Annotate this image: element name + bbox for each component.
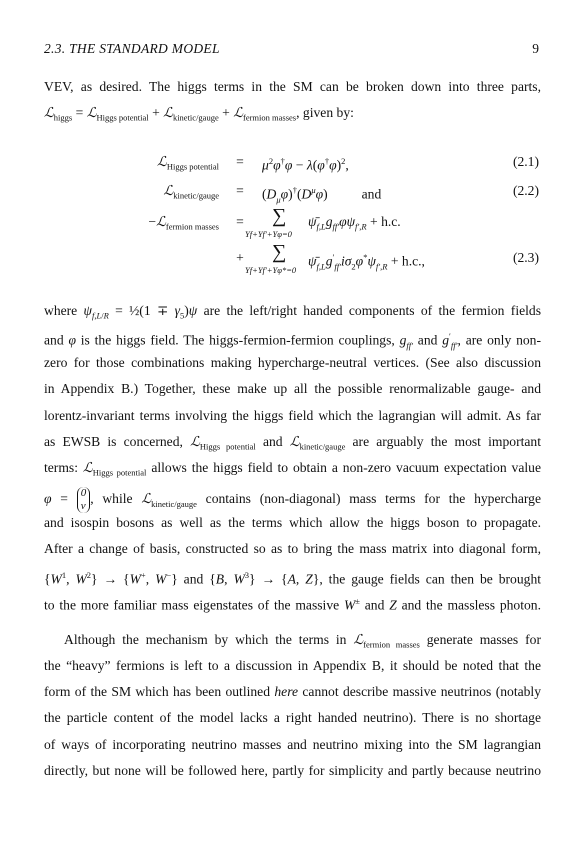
text-line: form of the SM which has been outlined here cannot describe massive neutrinos (notably — [44, 684, 541, 699]
equation-relation: = — [236, 214, 244, 229]
text-line: φ = 0 v , while ℒ$_{kinetic/gauge}$ contains (non-diagonal) mass terms for the hypercharge — [44, 487, 541, 512]
text-line: where $\psi_{f,L/R}$ = ½(1 ∓ $\gamma_5)\psi$ are the left/right handed components of the fermion fields — [44, 303, 541, 321]
equation-rhs: $\mu^2\varphi^\dagger\varphi - \lambda(\varphi^\dagger\varphi)^2$, — [262, 156, 349, 173]
summation-symbol: ∑ — [272, 205, 287, 227]
text-line: ℒ$_{higgs}$ = ℒ$_{Higgs potential}$ + ℒ$_{kinetic/gauge}$ + ℒ$_{fermion masses}$, given by: — [44, 105, 354, 123]
vev-vector: 0 v — [77, 487, 91, 513]
equation-number: (2.2) — [512, 183, 539, 198]
equation-rhs: $\psī_{f,L}g_{ff'}\varphi\psi_{f',R} + h.c$. — [308, 214, 401, 232]
text-line: the “heavy” fermions is left to a discussion in Appendix B, it should be noted that the — [44, 658, 541, 673]
equation-relation: = — [236, 183, 244, 198]
text-line: lorentz-invariant terms involving the higgs field which the lagrangian will admit. As far — [44, 408, 541, 423]
text-line: as EWSB is concerned, ℒ$_{Higgs potential}$ and ℒ$_{kinetic/gauge}$ are arguably the most important — [44, 434, 541, 452]
equation-relation: = — [236, 154, 244, 169]
text-line: zero for those combinations making hypercharge-neutral vertices. (See also discussion — [44, 355, 541, 370]
running-header: 2.3. THE STANDARD MODEL — [44, 41, 220, 56]
text-line: {$W^1$, $W^2\} \to \{W^+$, W−} and {B, $W^3\} \to \{A$, Z}, the gauge fields can then be brought — [44, 570, 542, 587]
text-line: terms: ℒ$_{Higgs potential}$ allows the higgs field to obtain a non-zero vacuum expectation value — [44, 460, 541, 478]
text-line: in Appendix B.) Together, these make up all the possible renormalizable gauge- and — [44, 381, 541, 396]
summation-subscript: Yf+Yf′+Yφ=0 — [245, 229, 292, 239]
text-line: and φ is the higgs field. The higgs-fermion-fermion couplings, $g_{ff'}$ and $g'_{ff'}$, are only non- — [44, 331, 541, 351]
equation-lhs: −ℒ$_{fermion masses}$ — [148, 214, 219, 232]
text-line: After a change of basis, constructed so as to bring the mass matrix into diagonal form, — [44, 541, 541, 556]
summation-subscript: Yf+Yf′+Yφ*=0 — [245, 265, 297, 275]
equation-relation: + — [236, 250, 244, 265]
text-line: of ways of incorporating neutrino masses and neutrino mixing into the SM lagrangian — [44, 737, 541, 752]
equation-lhs: ℒ$_{kinetic/gauge}$ — [163, 183, 219, 201]
text-line: and isospin bosons as well as the terms which allow the higgs boson to propagate. — [44, 515, 541, 530]
text-line: to the more familiar mass eigenstates of the massive W± and Z and the massless photon. — [44, 596, 541, 613]
equation-rhs: $(D_\mu\varphi)^\dagger(D^\mu\varphi)$ and — [262, 185, 382, 205]
equation-number: (2.3) — [512, 250, 539, 265]
summation-symbol: ∑ — [272, 241, 287, 263]
text-line: the particle content of the model lacks a right handed neutrino). There is no shortage — [44, 710, 541, 725]
equation-rhs: $\psī_{f,L}g'_{ff'}i\sigma_2\varphi^*\psi_{f',R} + h.c$., — [308, 252, 425, 272]
equation-number: (2.1) — [512, 154, 539, 169]
text-line: directly, but none will be followed here, partly for simplicity and partly because neutrino — [44, 763, 541, 778]
text-line: VEV, as desired. The higgs terms in the SM can be broken down into three parts, — [44, 79, 541, 94]
page-number: 9 — [532, 41, 539, 56]
equation-lhs: ℒ$_{Higgs potential}$ — [157, 154, 219, 172]
text-line: Although the mechanism by which the terms in ℒ$_{fermion masses}$ generate masses for — [64, 632, 541, 650]
